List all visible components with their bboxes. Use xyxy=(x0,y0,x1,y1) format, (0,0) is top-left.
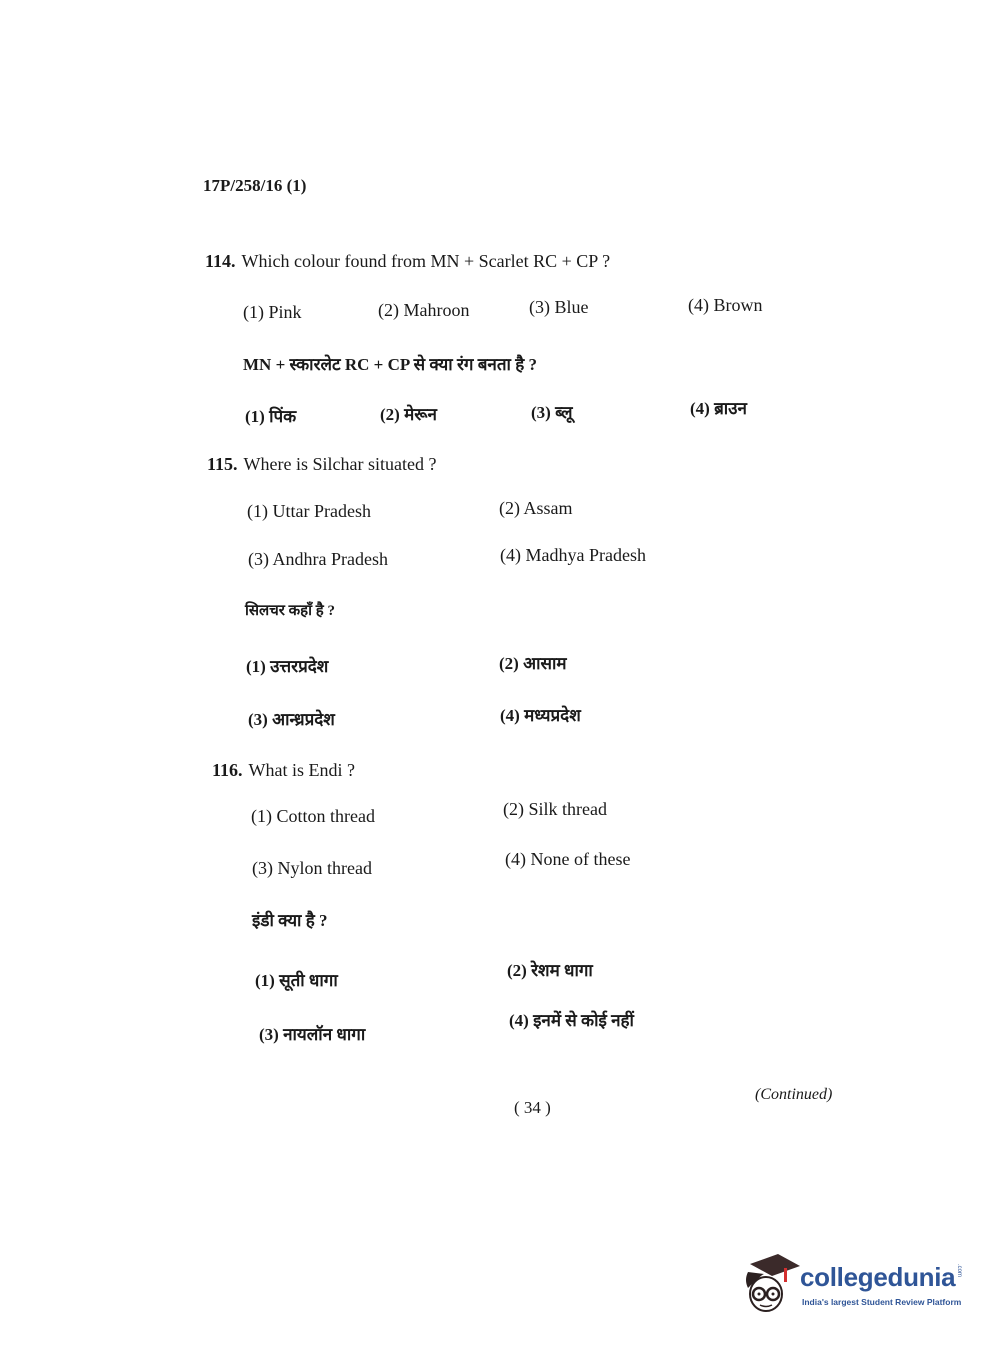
q115-hindi-text: सिलचर कहाँ है ? xyxy=(245,603,335,619)
collegedunia-logo xyxy=(742,1250,972,1320)
q115-option-4: (4) Madhya Pradesh xyxy=(500,545,646,565)
q116-hindi-option-2: (2) रेशम धागा xyxy=(507,961,593,980)
q116-hindi-option-4: (4) इनमें से कोई नहीं xyxy=(509,1011,634,1030)
q114-option-4: (4) Brown xyxy=(688,295,763,315)
question-115 xyxy=(207,454,436,475)
logo-name: collegedunia xyxy=(800,1262,956,1292)
q115-hindi-option-3: (3) आन्ध्रप्रदेश xyxy=(248,710,335,729)
question-text: Where is Silchar situated ? xyxy=(243,454,437,474)
q116-option-1: (1) Cotton thread xyxy=(251,806,375,826)
q114-option-3: (3) Blue xyxy=(529,297,589,317)
q115-option-1: (1) Uttar Pradesh xyxy=(247,501,371,521)
q115-hindi-option-2: (2) आसाम xyxy=(499,654,567,673)
mascot-icon xyxy=(742,1250,800,1316)
paper-code: 17P/258/16 (1) xyxy=(203,176,307,195)
q114-hindi-option-3: (3) ब्लू xyxy=(531,403,573,422)
q114-option-1: (1) Pink xyxy=(243,302,302,322)
question-text: What is Endi ? xyxy=(248,760,355,780)
q115-hindi-option-1: (1) उत्तरप्रदेश xyxy=(246,657,329,676)
q115-option-2: (2) Assam xyxy=(499,498,573,518)
q114-hindi-option-1: (1) पिंक xyxy=(245,407,297,426)
page-number: ( 34 ) xyxy=(514,1098,551,1117)
question-116 xyxy=(212,760,355,781)
q115-option-3: (3) Andhra Pradesh xyxy=(248,549,388,569)
q116-option-3: (3) Nylon thread xyxy=(252,858,372,878)
q114-option-2: (2) Mahroon xyxy=(378,300,470,320)
question-114 xyxy=(205,251,610,272)
q116-hindi-text: इंडी क्या है ? xyxy=(252,911,328,930)
question-number: 114. xyxy=(205,251,236,271)
q114-hindi-option-2: (2) मेरून xyxy=(380,405,437,424)
q114-hindi-text: MN + स्कारलेट RC + CP से क्या रंग बनता है ? xyxy=(243,355,537,374)
q115-hindi-option-4: (4) मध्यप्रदेश xyxy=(500,706,581,725)
logo-tagline: India's largest Student Review Platform xyxy=(802,1297,962,1307)
continued-label: (Continued) xyxy=(755,1086,833,1103)
q116-option-4: (4) None of these xyxy=(505,849,631,869)
question-number: 116. xyxy=(212,760,243,780)
q116-hindi-option-1: (1) सूती धागा xyxy=(255,971,338,990)
q116-hindi-option-3: (3) नायलॉन धागा xyxy=(259,1025,366,1044)
logo-suffix: .com xyxy=(956,1264,962,1278)
q114-hindi-option-4: (4) ब्राउन xyxy=(690,399,747,418)
question-number: 115. xyxy=(207,454,238,474)
q116-option-2: (2) Silk thread xyxy=(503,799,607,819)
question-text: Which colour found from MN + Scarlet RC + CP ? xyxy=(241,251,611,271)
